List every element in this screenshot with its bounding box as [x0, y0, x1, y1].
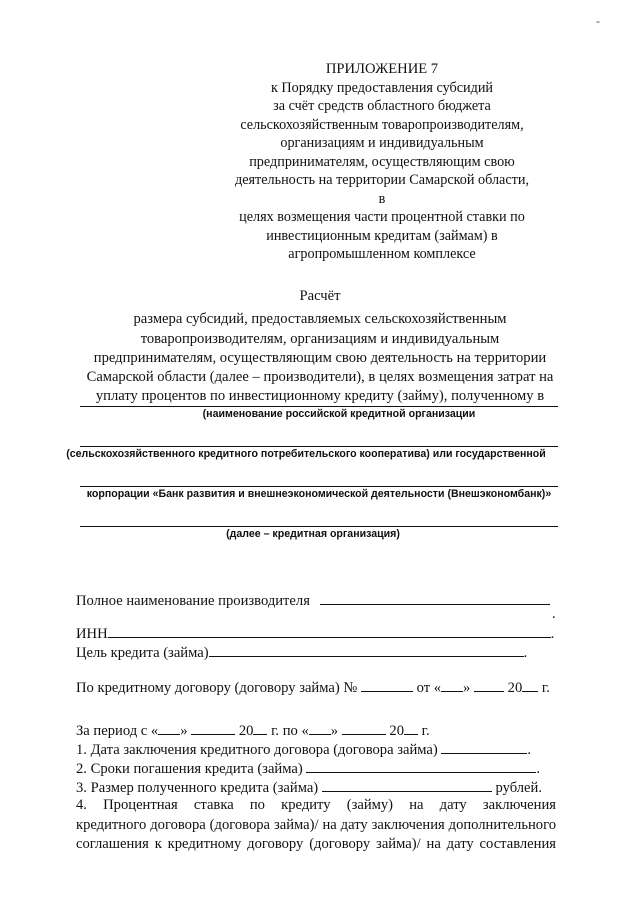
item1-row — [76, 740, 531, 759]
period-to-year[interactable] — [404, 721, 418, 735]
year-prefix: 20 — [507, 680, 523, 696]
veb-caption: корпорации «Банк развития и внешнеэкономической деятельности (Внешэкономбанк)» — [86, 488, 552, 500]
purpose-row — [76, 643, 527, 662]
corner-mark: - — [596, 14, 600, 28]
coop-caption: (сельскохозяйственного кредитного потребительского кооператива) или государственной — [66, 448, 546, 460]
item4-line: 4. Процентная ставка по кредиту (займу) на дату заключения — [76, 797, 556, 813]
appendix-line: целях возмещения части процентной ставки по — [239, 209, 525, 225]
appendix-block — [232, 60, 532, 264]
period-to-day[interactable] — [309, 721, 331, 735]
appendix-line: деятельность на территории Самарской области, в — [235, 172, 529, 207]
title-word: Расчёт — [299, 288, 341, 304]
title-line: товаропроизводителям, организациям и индивидуальным — [140, 330, 500, 347]
contract-day-field[interactable] — [441, 678, 463, 692]
calculation-title — [60, 287, 580, 407]
inn-label: ИНН — [76, 626, 108, 642]
fill-line — [80, 486, 558, 487]
appendix-line: агропромышленном комплексе — [288, 246, 476, 262]
further-blank — [80, 526, 558, 540]
contract-month-field[interactable] — [474, 678, 504, 692]
item1-field[interactable] — [441, 740, 527, 754]
item3-label: 3. Размер полученного кредита (займа) — [76, 780, 319, 796]
purpose-field[interactable] — [209, 643, 524, 657]
coop-blank — [66, 446, 558, 460]
appendix-line: организациям и индивидуальным — [280, 135, 484, 151]
item2-row — [76, 759, 540, 778]
item2-dot: . — [536, 761, 541, 777]
bank-name-caption: (наименование российской кредитной организации — [202, 408, 476, 420]
bank-name-blank — [80, 406, 558, 420]
item1-label: 1. Дата заключения кредитного договора (договора займа) — [76, 742, 438, 758]
further-caption: (далее – кредитная организация) — [226, 528, 400, 540]
fill-line — [80, 526, 558, 527]
quote-close: » — [463, 680, 471, 696]
item4-line: соглашения к кредитному договору (договору займа)/ на дату составления — [76, 836, 556, 852]
year-prefix: 20 — [389, 723, 404, 739]
title-line: уплату процентов по инвестиционному кредиту (займу), полученному в — [95, 388, 545, 405]
period-label: За период с « — [76, 723, 159, 739]
period-from-month[interactable] — [191, 721, 235, 735]
contract-year-field[interactable] — [522, 678, 538, 692]
year-prefix: 20 — [238, 723, 254, 739]
year-suffix: г. — [541, 680, 550, 696]
inn-field[interactable] — [108, 624, 551, 638]
item1-dot: . — [527, 742, 532, 758]
period-row — [76, 721, 430, 740]
purpose-dot: . — [523, 645, 528, 661]
period-to-month[interactable] — [342, 721, 386, 735]
contract-label: По кредитному договору (договору займа) № — [76, 680, 358, 696]
item2-field[interactable] — [306, 759, 536, 773]
purpose-label: Цель кредита (займа) — [76, 645, 209, 661]
appendix-line: к Порядку предоставления субсидий — [270, 79, 494, 96]
appendix-line: предпринимателям, осуществляющим свою — [249, 153, 515, 170]
quote-close: » — [180, 723, 188, 739]
period-mid: г. по « — [271, 723, 309, 739]
inn-dot: . — [550, 626, 555, 642]
veb-blank — [80, 486, 558, 500]
period-from-day[interactable] — [158, 721, 180, 735]
title-line: размера субсидий, предоставляемых сельскохозяйственным — [133, 311, 507, 328]
period-from-year[interactable] — [253, 721, 267, 735]
fill-line — [80, 406, 558, 407]
appendix-line: инвестиционным кредитам (займам) в — [266, 227, 498, 244]
item4-paragraph — [76, 796, 556, 855]
producer-field[interactable] — [320, 591, 550, 605]
item4-line: кредитного договора (договора займа)/ на дату заключения дополнительного — [76, 816, 556, 833]
item3-unit: рублей. — [495, 780, 542, 796]
contract-row — [76, 678, 550, 697]
appendix-line: за счёт средств областного бюджета — [273, 98, 491, 114]
item2-label: 2. Сроки погашения кредита (займа) — [76, 761, 303, 777]
contract-from: от « — [416, 680, 442, 696]
quote-close: » — [330, 723, 339, 739]
item3-field[interactable] — [322, 778, 492, 792]
item3-row — [76, 778, 542, 797]
inn-row — [76, 624, 554, 643]
producer-label: Полное наименование производителя — [76, 593, 310, 609]
year-suffix: г. — [421, 723, 430, 739]
appendix-heading: ПРИЛОЖЕНИЕ 7 — [325, 61, 439, 77]
producer-dot: . — [552, 606, 556, 622]
producer-row — [76, 591, 550, 610]
title-line: предпринимателям, осуществляющим свою деятельность на территории — [93, 349, 547, 366]
fill-line — [80, 446, 558, 447]
title-line: Самарской области (далее – производители), в целях возмещения затрат на — [86, 369, 554, 386]
appendix-line: сельскохозяйственным товаропроизводителям, — [240, 116, 524, 133]
contract-number-field[interactable] — [361, 678, 413, 692]
